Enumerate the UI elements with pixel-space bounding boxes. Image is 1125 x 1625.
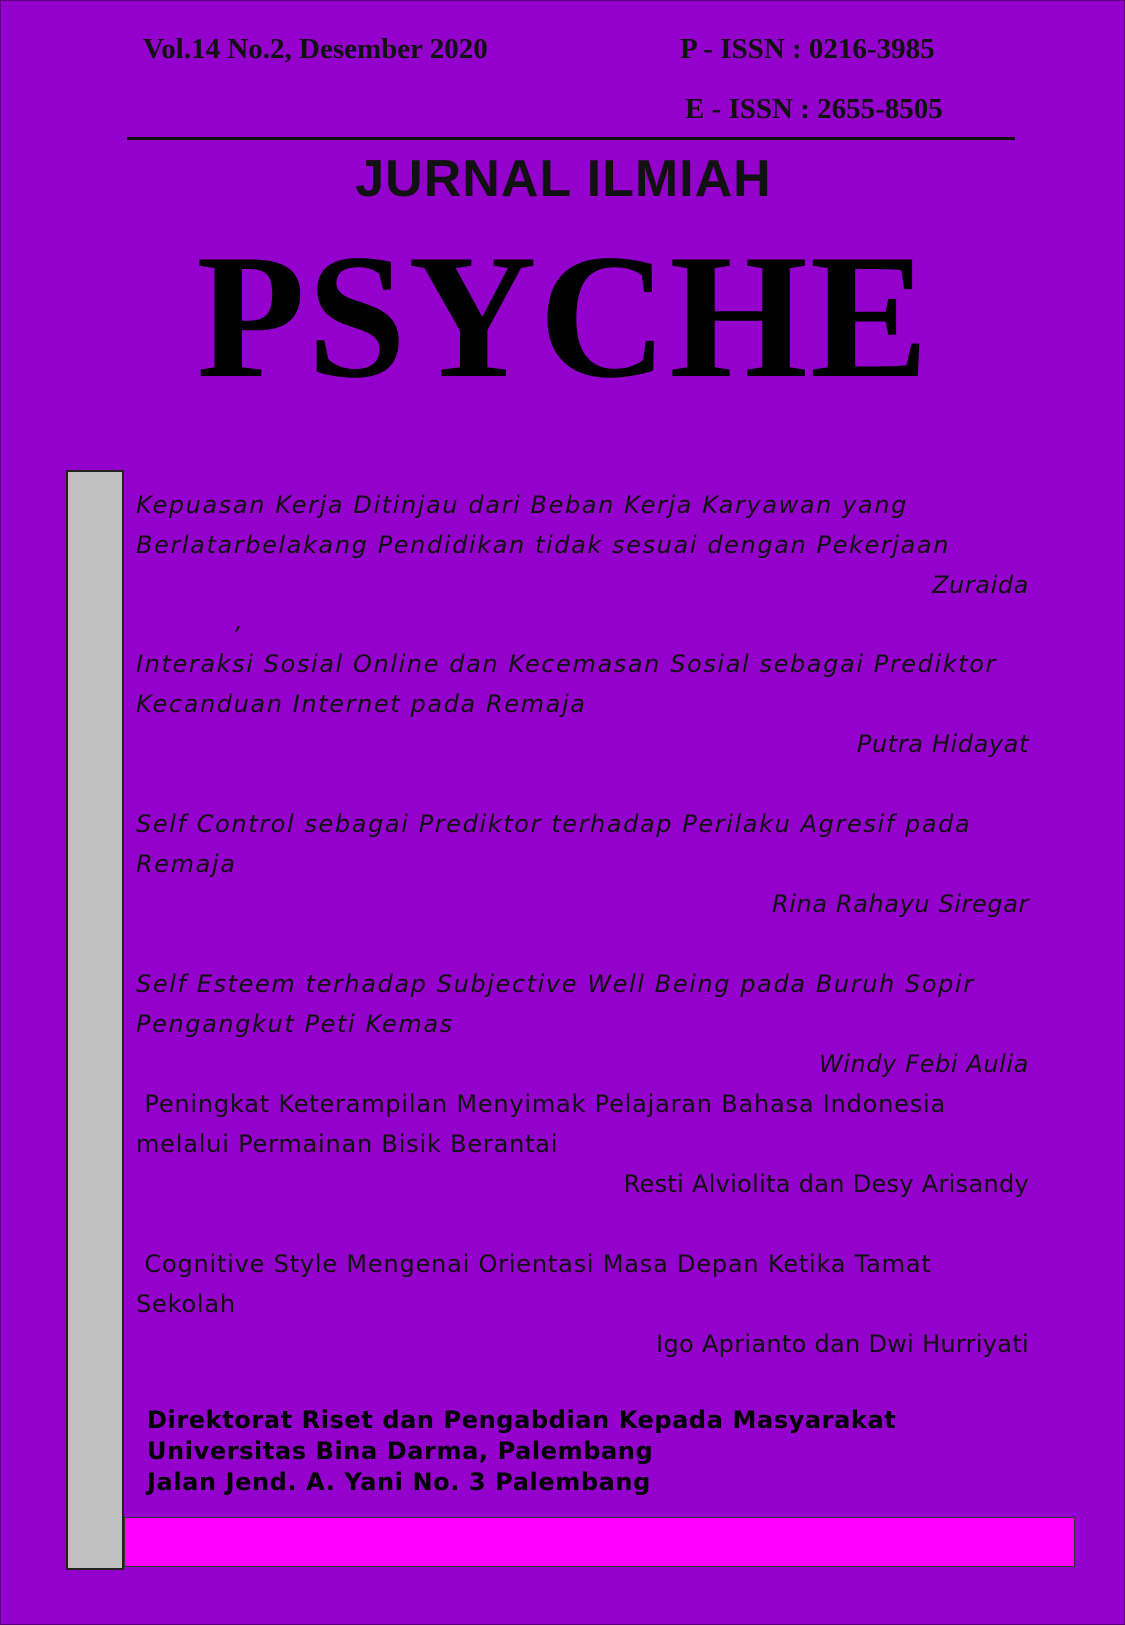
publisher-info [147, 1405, 896, 1498]
journal-subtitle: JURNAL ILMIAH [355, 150, 772, 208]
journal-title: PSYCHE [196, 217, 931, 415]
article-title-line: Sekolah [136, 1290, 236, 1318]
article-5 [136, 1084, 1029, 1204]
article-title-line: melalui Permainan Bisik Berantai [136, 1130, 559, 1158]
article-author: Igo Aprianto dan Dwi Hurriyati [656, 1330, 1029, 1358]
article-6 [136, 1244, 1029, 1364]
article-author: Windy Febi Aulia [818, 1050, 1029, 1078]
article-2 [136, 644, 1029, 764]
article-4 [136, 964, 1029, 1084]
article-title-line: Berlatarbelakang Pendidikan tidak sesuai dengan Pekerjaan [136, 531, 951, 559]
article-author: Resti Alviolita dan Desy Arisandy [623, 1170, 1029, 1198]
article-title-line: Self Control sebagai Prediktor terhadap Perilaku Agresif pada [136, 810, 972, 838]
article-3 [136, 804, 1029, 924]
volume-issue: Vol.14 No.2, Desember 2020 [143, 33, 488, 65]
p-issn: P - ISSN : 0216-3985 [680, 33, 935, 65]
article-title-line: Interaksi Sosial Online dan Kecemasan Sosial sebagai Prediktor [136, 650, 998, 678]
publisher-line-1: Direktorat Riset dan Pengabdian Kepada Masyarakat [147, 1406, 897, 1434]
article-title-line: Remaja [136, 850, 237, 878]
e-issn: E - ISSN : 2655-8505 [685, 93, 943, 125]
left-sidebar-bar [66, 470, 124, 1570]
article-1 [136, 485, 1029, 605]
article-author: Rina Rahayu Siregar [772, 890, 1029, 918]
article-author: Zuraida [931, 571, 1029, 599]
header-rule [127, 137, 1015, 140]
publisher-line-2: Universitas Bina Darma, Palembang [147, 1437, 654, 1465]
article-author: Putra Hidayat [856, 730, 1029, 758]
footer-color-bar [124, 1517, 1075, 1567]
article-title-line: Cognitive Style Mengenai Orientasi Masa Depan Ketika Tamat [136, 1250, 932, 1278]
stray-comma: , [235, 607, 243, 635]
article-title-line: Self Esteem terhadap Subjective Well Being pada Buruh Sopir [136, 970, 975, 998]
article-title-line: Kecanduan Internet pada Remaja [136, 690, 587, 718]
article-title-line: Kepuasan Kerja Ditinjau dari Beban Kerja Karyawan yang [136, 491, 908, 519]
publisher-line-3: Jalan Jend. A. Yani No. 3 Palembang [147, 1468, 651, 1496]
article-title-line: Peningkat Keterampilan Menyimak Pelajaran Bahasa Indonesia [136, 1090, 947, 1118]
article-title-line: Pengangkut Peti Kemas [136, 1010, 454, 1038]
